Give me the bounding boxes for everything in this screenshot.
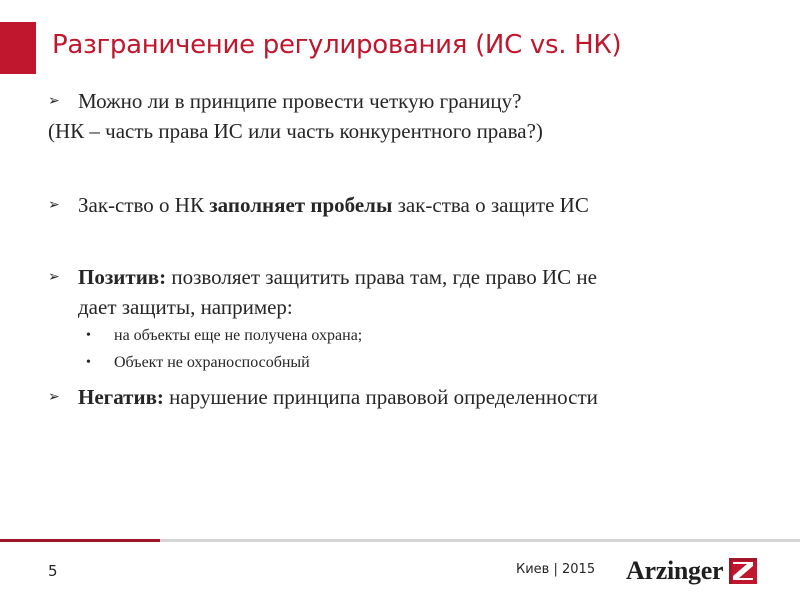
page-number: 5 (48, 562, 58, 580)
arzinger-z-mark-icon (729, 558, 757, 584)
arrowhead-bullet-icon: ➢ (48, 269, 60, 285)
bullet-text-bold: Негатив: (78, 385, 164, 409)
logo-text: Arzinger (626, 556, 724, 585)
bullet-text-post: нарушение принципа правовой определенности (163, 385, 598, 409)
bullet-text-bold: Позитив: (78, 265, 167, 289)
bullet-text-pre: Зак-ство о НК (78, 193, 210, 217)
bullet-item (48, 86, 778, 116)
bullet-text-bold: заполняет пробелы (209, 193, 393, 217)
slide-content (48, 86, 778, 412)
footer-place-date (516, 562, 595, 577)
footer-city: Киев (516, 562, 550, 577)
arzinger-logo (626, 555, 757, 587)
slide-title: Разграничение регулирования (ИС vs. НК) (52, 30, 622, 60)
title-accent-bar (0, 22, 36, 74)
bullet-text-continuation: дает защиты, например: (78, 295, 293, 319)
bullet-item (48, 190, 778, 220)
arrowhead-bullet-icon: ➢ (48, 197, 60, 213)
bullet-text-post: зак-ства о защите ИС (392, 193, 589, 217)
paragraph-text: (НК – часть права ИС или часть конкурентного права?) (48, 119, 543, 143)
bullet-text-post: позволяет защитить права там, где право ИС не (166, 265, 597, 289)
footer-separator: | (553, 562, 558, 577)
sub-bullet-text: на объекты еще не получена охрана; (114, 327, 363, 344)
arrowhead-bullet-icon: ➢ (48, 93, 60, 109)
bullet-item (48, 382, 778, 412)
sub-bullet-item (48, 349, 778, 376)
bullet-continuation (48, 292, 778, 322)
arrowhead-bullet-icon: ➢ (48, 389, 60, 405)
dot-bullet-icon: • (86, 355, 91, 370)
sub-bullet-text: Объект не охраноспособный (114, 354, 310, 371)
sub-bullet-item (48, 322, 778, 349)
dot-bullet-icon: • (86, 328, 91, 343)
bullet-text: Можно ли в принципе провести четкую границу? (78, 89, 522, 113)
footer-accent-divider (0, 539, 160, 542)
footer-year: 2015 (562, 562, 596, 577)
bullet-item (48, 262, 778, 292)
paragraph-line (48, 116, 778, 146)
